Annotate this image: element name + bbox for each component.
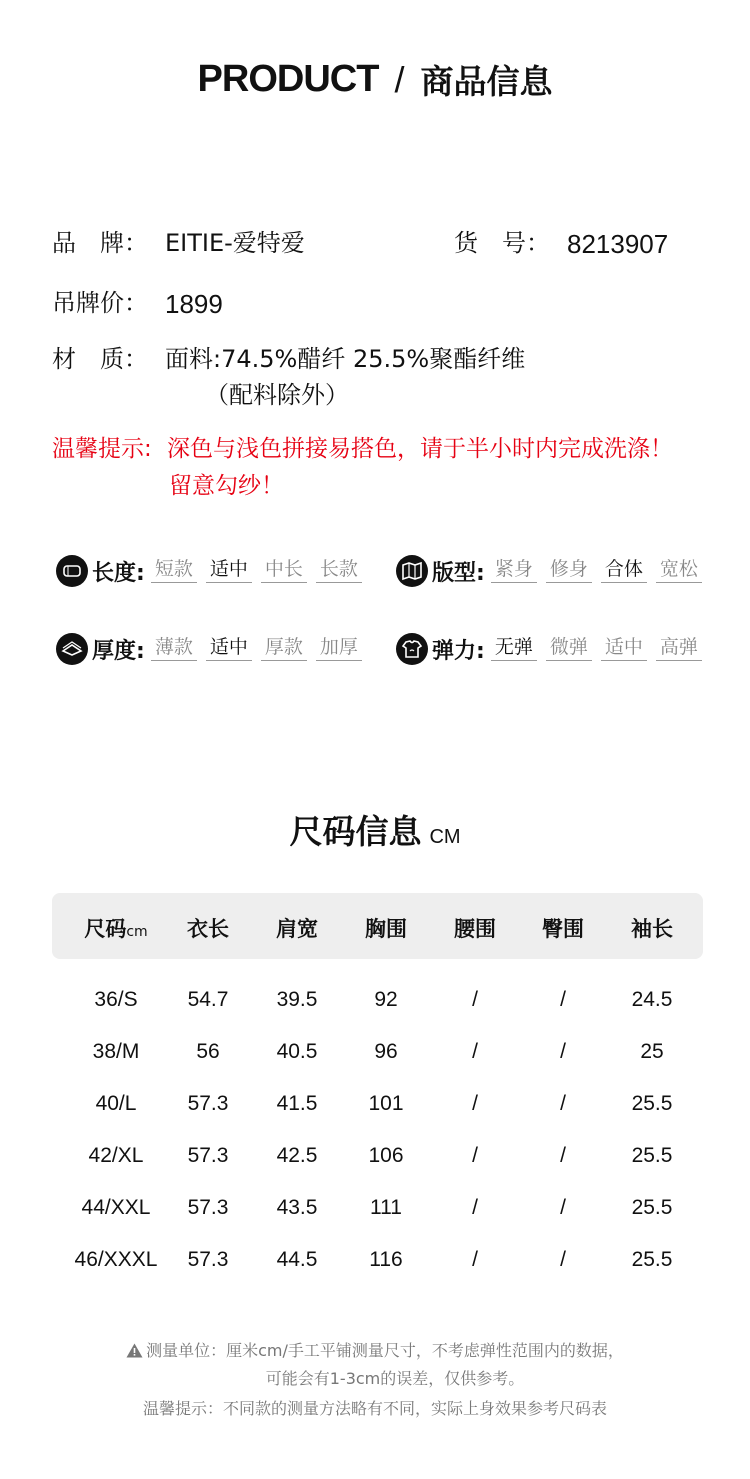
thickness-option-0: 薄款 bbox=[151, 637, 197, 661]
table-header-cell bbox=[542, 913, 584, 943]
size-title-text: 尺码信息 bbox=[289, 812, 422, 851]
elasticity-icon bbox=[396, 633, 428, 665]
table-cell: 43.5 bbox=[276, 1196, 318, 1219]
table-cell: 92 bbox=[374, 988, 398, 1011]
table-cell: 25.5 bbox=[631, 1196, 673, 1219]
table-header-label: 袖长 bbox=[631, 917, 673, 941]
page-header bbox=[0, 56, 750, 103]
note-line-1 bbox=[0, 1338, 750, 1361]
elasticity-option-3: 高弹 bbox=[656, 637, 702, 661]
elasticity-option-1: 微弹 bbox=[546, 637, 592, 661]
length-option-0: 短款 bbox=[151, 559, 197, 583]
size-section-title bbox=[0, 806, 750, 853]
table-cell: / bbox=[560, 1196, 566, 1219]
table-cell: 57.3 bbox=[187, 1196, 229, 1219]
table-cell: 57.3 bbox=[187, 1144, 229, 1167]
table-header-unit: cm bbox=[126, 924, 148, 940]
tip-line-2: 留意勾纱！ bbox=[169, 473, 284, 499]
thickness-option-1: 适中 bbox=[206, 637, 252, 661]
table-header-label: 肩宽 bbox=[276, 917, 318, 941]
table-header-cell bbox=[631, 913, 673, 943]
table-cell: / bbox=[560, 988, 566, 1011]
table-cell: 40.5 bbox=[276, 1040, 318, 1063]
fit-option-0: 紧身 bbox=[491, 559, 537, 583]
attr-thickness-label: 厚度: bbox=[92, 638, 145, 664]
table-cell: / bbox=[472, 1092, 478, 1115]
thickness-icon bbox=[56, 633, 88, 665]
material-note: （配料除外） bbox=[205, 381, 349, 409]
table-cell: / bbox=[472, 1248, 478, 1271]
table-cell: 57.3 bbox=[187, 1248, 229, 1271]
table-cell: / bbox=[560, 1144, 566, 1167]
elasticity-option-2: 适中 bbox=[601, 637, 647, 661]
table-cell: / bbox=[472, 1040, 478, 1063]
fit-option-3: 宽松 bbox=[656, 559, 702, 583]
table-cell: 25.5 bbox=[631, 1092, 673, 1115]
note-line-3: 温馨提示：不同款的测量方法略有不同，实际上身效果参考尺码表 bbox=[142, 1399, 607, 1418]
attr-elasticity-label: 弹力: bbox=[432, 638, 485, 664]
price-label: 吊牌价： bbox=[52, 289, 148, 317]
table-size-cell: 36/S bbox=[94, 988, 138, 1011]
material-label: 材 质： bbox=[52, 345, 148, 373]
header-title-zh: 商品信息 bbox=[420, 62, 553, 101]
table-header-cell bbox=[454, 913, 496, 943]
brand-value: EITIE-爱特爱 bbox=[165, 229, 305, 257]
brand-label: 品 牌： bbox=[52, 229, 148, 257]
table-size-cell: 44/XXL bbox=[81, 1196, 151, 1219]
table-cell: / bbox=[472, 1144, 478, 1167]
table-cell: 39.5 bbox=[276, 988, 318, 1011]
table-cell: 101 bbox=[368, 1092, 404, 1115]
table-header-cell bbox=[187, 913, 229, 943]
table-size-cell: 40/L bbox=[95, 1092, 137, 1115]
table-cell: 41.5 bbox=[276, 1092, 318, 1115]
sku-value: 8213907 bbox=[567, 229, 669, 259]
table-size-cell: 46/XXXL bbox=[74, 1248, 158, 1271]
table-cell: 25 bbox=[640, 1040, 664, 1063]
table-cell: 106 bbox=[368, 1144, 404, 1167]
header-separator: / bbox=[394, 58, 405, 100]
table-cell: 96 bbox=[374, 1040, 398, 1063]
length-icon bbox=[56, 555, 88, 587]
attr-length bbox=[56, 553, 371, 589]
price-value: 1899 bbox=[165, 289, 223, 319]
table-size-cell: 42/XL bbox=[88, 1144, 144, 1167]
table-cell: 56 bbox=[196, 1040, 220, 1063]
table-cell: / bbox=[560, 1040, 566, 1063]
table-cell: 42.5 bbox=[276, 1144, 318, 1167]
note-line-2: 可能会有1-3cm的误差，仅供参考。 bbox=[265, 1369, 525, 1388]
thickness-option-2: 厚款 bbox=[261, 637, 307, 661]
table-cell: 116 bbox=[369, 1248, 403, 1271]
table-cell: 44.5 bbox=[276, 1248, 318, 1271]
sku-label: 货 号： bbox=[454, 229, 550, 257]
table-header-label: 臀围 bbox=[542, 917, 584, 941]
fit-option-2: 合体 bbox=[601, 559, 647, 583]
table-size-cell: 38/M bbox=[92, 1040, 140, 1063]
fit-icon bbox=[396, 555, 428, 587]
table-header-label: 衣长 bbox=[187, 917, 229, 941]
table-header-label: 胸围 bbox=[365, 917, 407, 941]
table-header-label: 腰围 bbox=[454, 917, 496, 941]
table-header-cell bbox=[365, 913, 407, 943]
length-option-1: 适中 bbox=[206, 559, 252, 583]
table-cell: 54.7 bbox=[187, 988, 229, 1011]
table-cell: / bbox=[560, 1092, 566, 1115]
thickness-option-3: 加厚 bbox=[316, 637, 362, 661]
tip-label: 温馨提示: bbox=[52, 436, 152, 462]
table-cell: / bbox=[472, 988, 478, 1011]
table-header-cell bbox=[276, 913, 318, 943]
length-option-2: 中长 bbox=[261, 559, 307, 583]
attr-elasticity bbox=[396, 631, 711, 667]
attr-fit-label: 版型: bbox=[432, 560, 485, 586]
attr-fit bbox=[396, 553, 711, 589]
material-value: 面料:74.5%醋纤 25.5%聚酯纤维 bbox=[165, 345, 526, 373]
table-cell: 111 bbox=[370, 1196, 402, 1219]
elasticity-option-0: 无弹 bbox=[491, 637, 537, 661]
table-cell: 24.5 bbox=[631, 988, 673, 1011]
attr-thickness bbox=[56, 631, 371, 667]
note-line-1-text: 测量单位：厘米cm/手工平铺测量尺寸，不考虑弹性范围内的数据， bbox=[146, 1341, 624, 1360]
warning-icon bbox=[126, 1343, 143, 1358]
tip-line-1: 深色与浅色拼接易搭色，请于半小时内完成洗涤！ bbox=[167, 436, 673, 462]
attr-length-label: 长度: bbox=[92, 560, 145, 586]
table-cell: 25.5 bbox=[631, 1248, 673, 1271]
table-cell: / bbox=[560, 1248, 566, 1271]
table-header-label: 尺码 bbox=[84, 917, 127, 941]
header-title-en: PRODUCT bbox=[197, 58, 379, 100]
fit-option-1: 修身 bbox=[546, 559, 592, 583]
size-title-unit: CM bbox=[429, 826, 461, 848]
table-header-cell bbox=[84, 913, 147, 943]
table-cell: 25.5 bbox=[631, 1144, 673, 1167]
table-cell: / bbox=[472, 1196, 478, 1219]
table-cell: 57.3 bbox=[187, 1092, 229, 1115]
length-option-3: 长款 bbox=[316, 559, 362, 583]
